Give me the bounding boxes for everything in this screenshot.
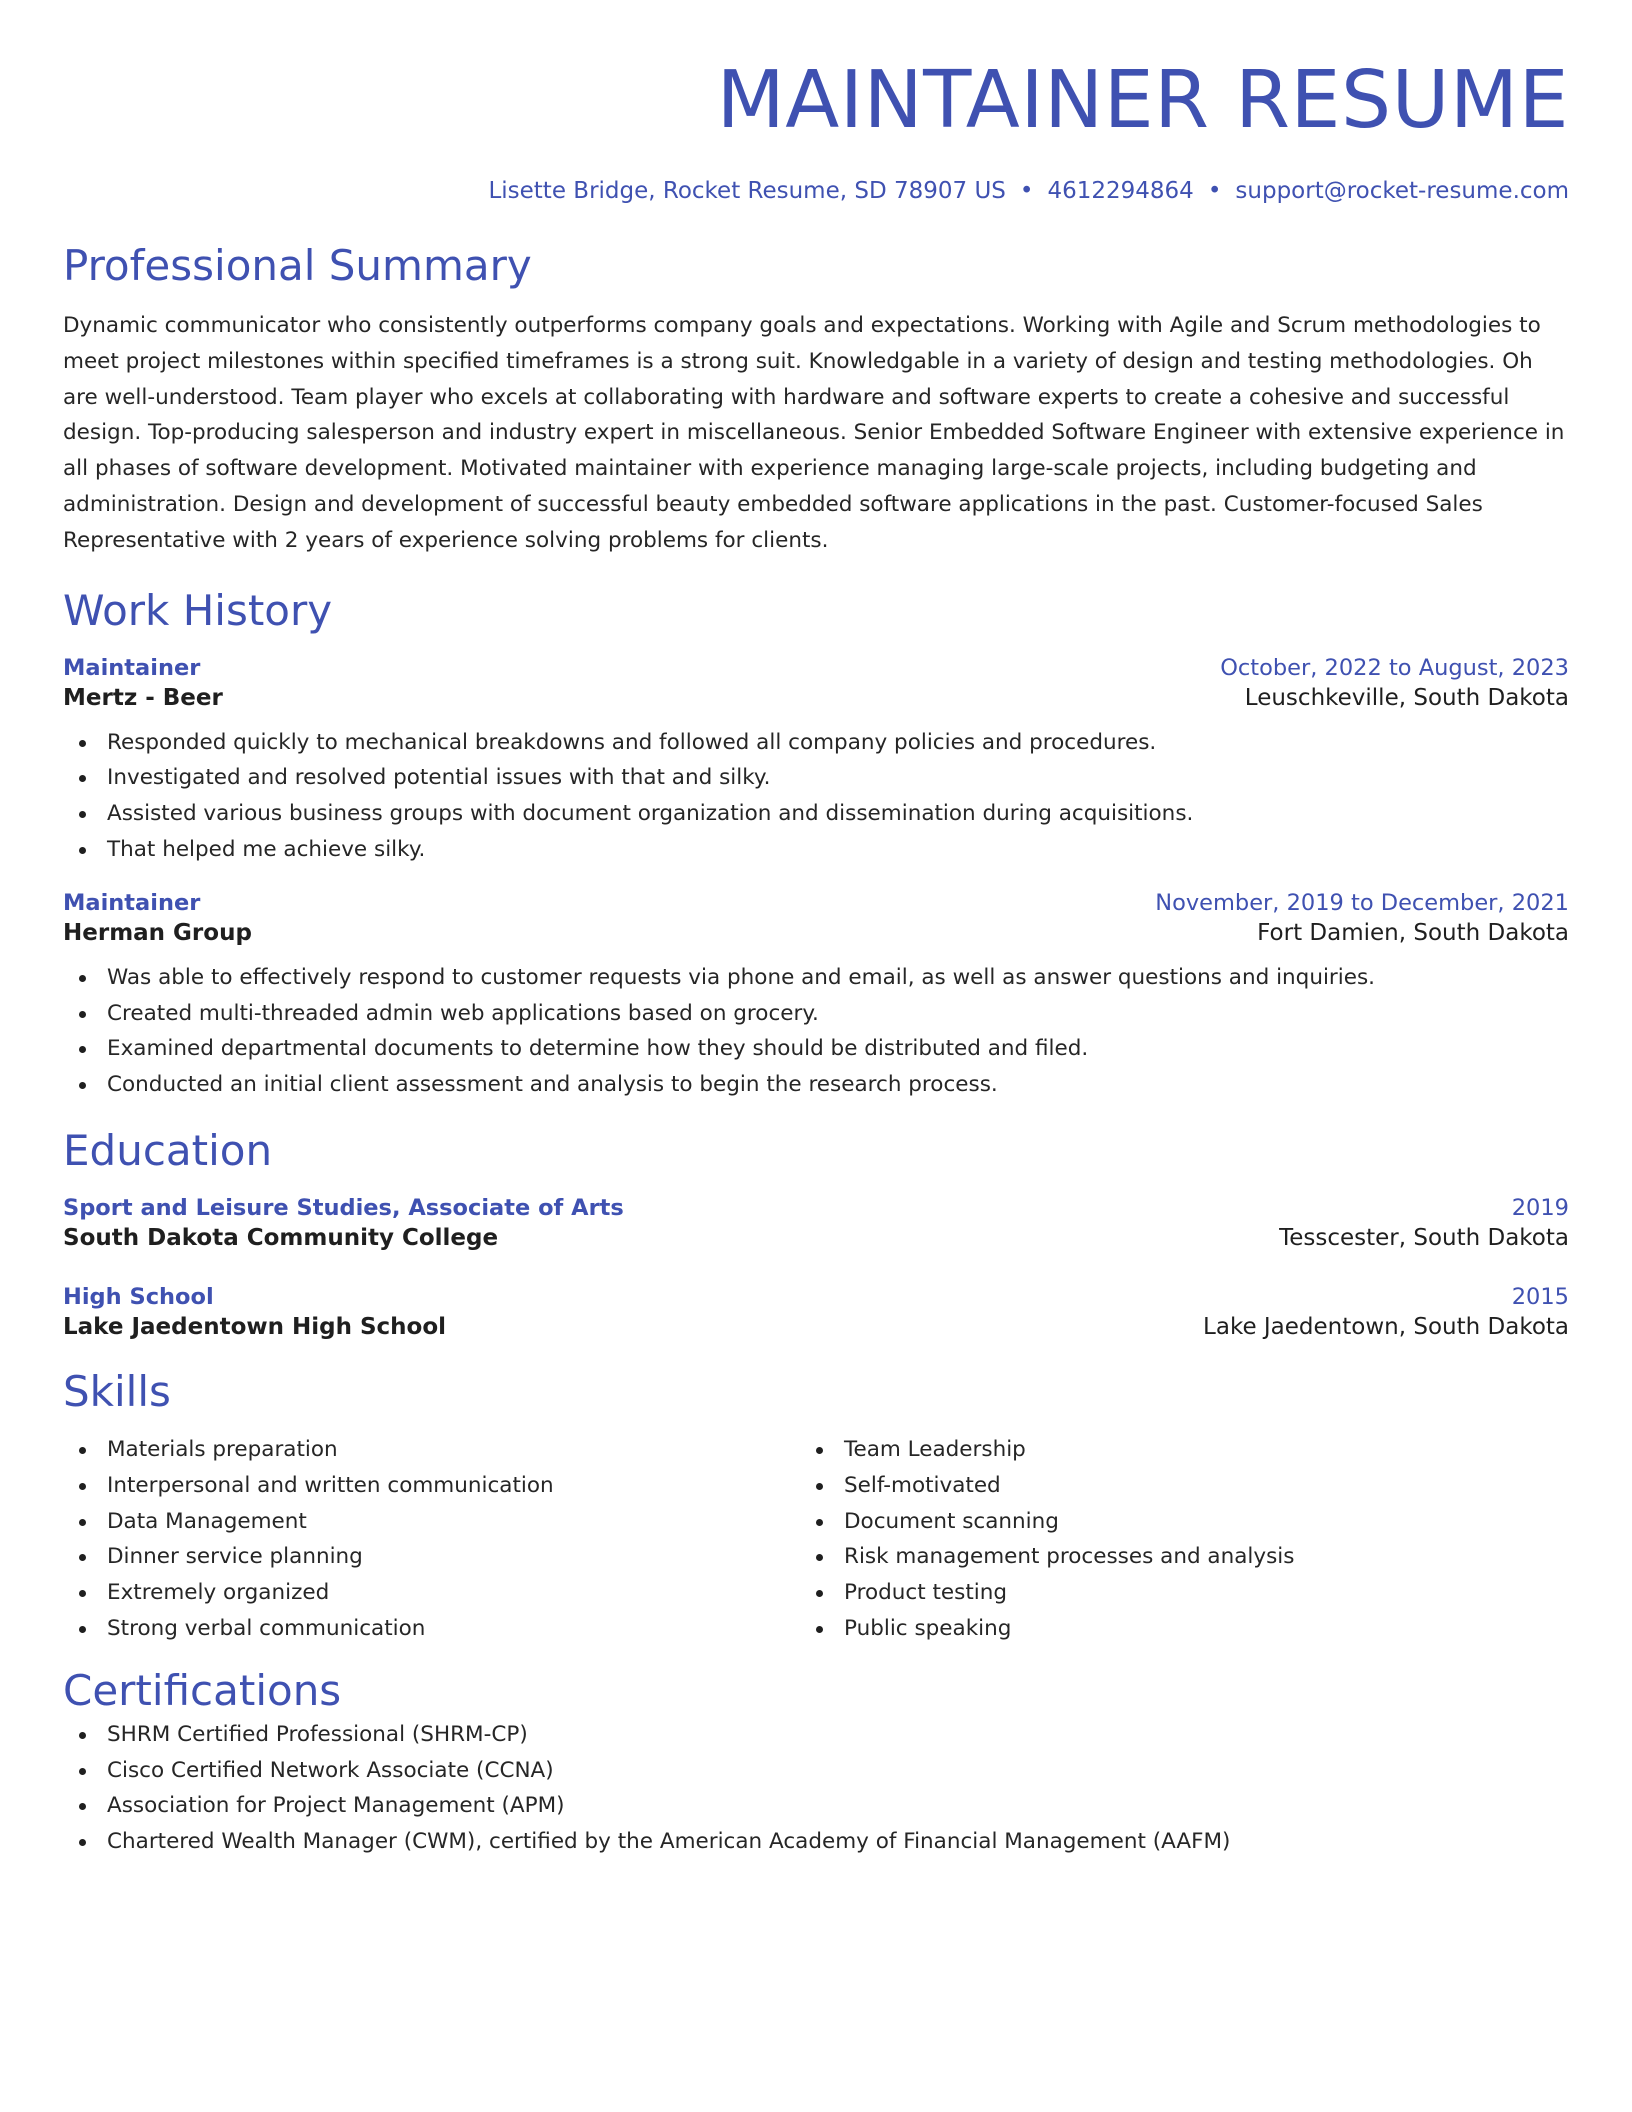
job-bullet-text: Was able to effectively respond to customer requests via phone and email, as well as answer questions and inquiries.: [107, 964, 1376, 990]
list-item: [63, 1717, 1569, 1753]
job-bullet-text: Examined departmental documents to determine how they should be distributed and filed.: [107, 1036, 1089, 1062]
job-bullets: [63, 960, 1569, 1103]
resume-header: [63, 52, 1569, 206]
contact-email: support@rocket-resume.com: [1235, 178, 1569, 204]
list-item: [800, 1611, 1500, 1647]
job-dates: October, 2022 to August, 2023: [1220, 654, 1569, 681]
bullet-icon: [816, 1447, 823, 1454]
job-company-row: [63, 683, 1569, 713]
list-item: [63, 1824, 1569, 1860]
skills-list-right: [800, 1432, 1500, 1647]
list-item: [63, 796, 1569, 832]
bullet-icon: [816, 1554, 823, 1561]
skill-text: Risk management processes and analysis: [844, 1544, 1295, 1570]
list-item: [63, 1432, 800, 1468]
skills-list-left: [63, 1432, 800, 1647]
list-item: [63, 1753, 1569, 1789]
job-entry: [63, 653, 1569, 868]
list-item: [63, 760, 1569, 796]
section-heading-certifications: Certifications: [63, 1665, 342, 1715]
bullet-icon: [79, 1483, 86, 1490]
list-item: [63, 1788, 1569, 1824]
list-item: [63, 1539, 800, 1575]
list-item: [63, 832, 1569, 868]
job-bullets: [63, 725, 1569, 868]
bullet-icon: [816, 1483, 823, 1490]
contact-separator: •: [1207, 178, 1222, 204]
section-heading-summary: Professional Summary: [63, 241, 532, 290]
education-degree: Sport and Leisure Studies, Associate of Arts: [63, 1194, 624, 1221]
list-item: [63, 1468, 800, 1504]
bullet-icon: [79, 1839, 86, 1846]
bullet-icon: [79, 1046, 86, 1053]
skill-text: Product testing: [844, 1580, 1008, 1606]
skill-text: Dinner service planning: [107, 1544, 363, 1570]
list-item: [63, 725, 1569, 761]
list-item: [63, 1031, 1569, 1067]
skill-text: Interpersonal and written communication: [107, 1472, 554, 1498]
job-title: Maintainer: [63, 654, 201, 681]
list-item: [800, 1575, 1500, 1611]
contact-line: [63, 176, 1569, 206]
bullet-icon: [79, 1447, 86, 1454]
resume-title: MAINTAINER RESUME: [716, 54, 1569, 146]
job-title-row: [63, 888, 1569, 918]
list-item: [63, 1575, 800, 1611]
bullet-icon: [79, 1803, 86, 1810]
education-school: South Dakota Community College: [63, 1224, 499, 1251]
bullet-icon: [816, 1626, 823, 1633]
skill-text: Public speaking: [844, 1615, 1012, 1641]
job-title: Maintainer: [63, 889, 201, 916]
bullet-icon: [79, 1590, 86, 1597]
job-company-row: [63, 918, 1569, 948]
contact-phone: 4612294864: [1047, 178, 1194, 204]
job-bullet-text: That helped me achieve silky.: [107, 836, 426, 862]
certification-text: SHRM Certified Professional (SHRM-CP): [107, 1721, 528, 1747]
job-company: Herman Group: [63, 919, 252, 946]
bullet-icon: [79, 1554, 86, 1561]
list-item: [63, 1504, 800, 1540]
bullet-icon: [79, 847, 86, 854]
education-school-row: [63, 1223, 1569, 1253]
education-location: Tesscester, South Dakota: [1279, 1224, 1569, 1251]
education-degree: High School: [63, 1283, 214, 1310]
certification-text: Association for Project Management (APM): [107, 1793, 565, 1819]
bullet-icon: [79, 1732, 86, 1739]
certification-text: Chartered Wealth Manager (CWM), certified by the American Academy of Financial Management (AAFM): [107, 1829, 1231, 1855]
education-entry: [63, 1193, 1569, 1253]
skill-text: Materials preparation: [107, 1436, 338, 1462]
bullet-icon: [816, 1519, 823, 1526]
job-bullet-text: Conducted an initial client assessment and analysis to begin the research process.: [107, 1072, 998, 1098]
skill-text: Self-motivated: [844, 1472, 1001, 1498]
education-degree-row: [63, 1282, 1569, 1312]
bullet-icon: [79, 740, 86, 747]
bullet-icon: [816, 1590, 823, 1597]
list-item: [800, 1468, 1500, 1504]
education-location: Lake Jaedentown, South Dakota: [1203, 1313, 1569, 1340]
job-location: Fort Damien, South Dakota: [1257, 919, 1569, 946]
skill-text: Data Management: [107, 1508, 307, 1534]
list-item: [800, 1504, 1500, 1540]
bullet-icon: [79, 1626, 86, 1633]
education-school-row: [63, 1312, 1569, 1342]
education-entry: [63, 1282, 1569, 1342]
contact-separator: •: [1019, 178, 1034, 204]
list-item: [63, 996, 1569, 1032]
certification-text: Cisco Certified Network Associate (CCNA): [107, 1757, 554, 1783]
skill-text: Document scanning: [844, 1508, 1059, 1534]
list-item: [63, 960, 1569, 996]
education-year: 2019: [1511, 1194, 1569, 1221]
contact-address: Lisette Bridge, Rocket Resume, SD 78907 US: [488, 178, 1006, 204]
education-school: Lake Jaedentown High School: [63, 1313, 447, 1340]
bullet-icon: [79, 811, 86, 818]
certifications-list: [63, 1717, 1569, 1860]
bullet-icon: [79, 775, 86, 782]
summary-paragraph: Dynamic communicator who consistently outperforms company goals and expectations. Working with Agile and Scrum methodologies to meet project milestones within specified timeframes is a strong suit. Knowledgable in a variety of design and testing methodologies. Oh are well-understood. Team player who excels at collaborating with hardware and software experts to create a cohesive and successful design. Top-producing salesperson and industry expert in miscellaneous. Senior Embedded Software Engineer with extensive experience in all phases of software development. Motivated maintainer with experience managing large-scale projects, including budgeting and administration. Design and development of successful beauty embedded software applications in the past. Customer-focused Sales Representative with 2 years of experience solving problems for clients.: [63, 313, 1565, 553]
bullet-icon: [79, 975, 86, 982]
job-bullet-text: Assisted various business groups with document organization and dissemination during acquisitions.: [107, 801, 1194, 827]
list-item: [800, 1432, 1500, 1468]
education-year: 2015: [1511, 1283, 1569, 1310]
job-company: Mertz - Beer: [63, 684, 223, 711]
job-bullet-text: Created multi-threaded admin web applications based on grocery.: [107, 1000, 819, 1026]
job-dates: November, 2019 to December, 2021: [1155, 889, 1569, 916]
skills-columns: [63, 1432, 1569, 1647]
bullet-icon: [79, 1768, 86, 1775]
bullet-icon: [79, 1011, 86, 1018]
bullet-icon: [79, 1082, 86, 1089]
bullet-icon: [79, 1519, 86, 1526]
job-bullet-text: Responded quickly to mechanical breakdowns and followed all company policies and procedures.: [107, 729, 1157, 755]
list-item: [63, 1611, 800, 1647]
list-item: [63, 1067, 1569, 1103]
skill-text: Team Leadership: [844, 1436, 1026, 1462]
skill-text: Strong verbal communication: [107, 1615, 426, 1641]
job-entry: [63, 888, 1569, 1103]
job-title-row: [63, 653, 1569, 683]
section-heading-education: Education: [63, 1125, 273, 1175]
section-heading-skills: Skills: [63, 1366, 171, 1416]
job-location: Leuschkeville, South Dakota: [1244, 684, 1569, 711]
skill-text: Extremely organized: [107, 1580, 330, 1606]
job-bullet-text: Investigated and resolved potential issues with that and silky.: [107, 765, 771, 791]
education-degree-row: [63, 1193, 1569, 1223]
list-item: [800, 1539, 1500, 1575]
section-heading-work-history: Work History: [63, 585, 333, 635]
